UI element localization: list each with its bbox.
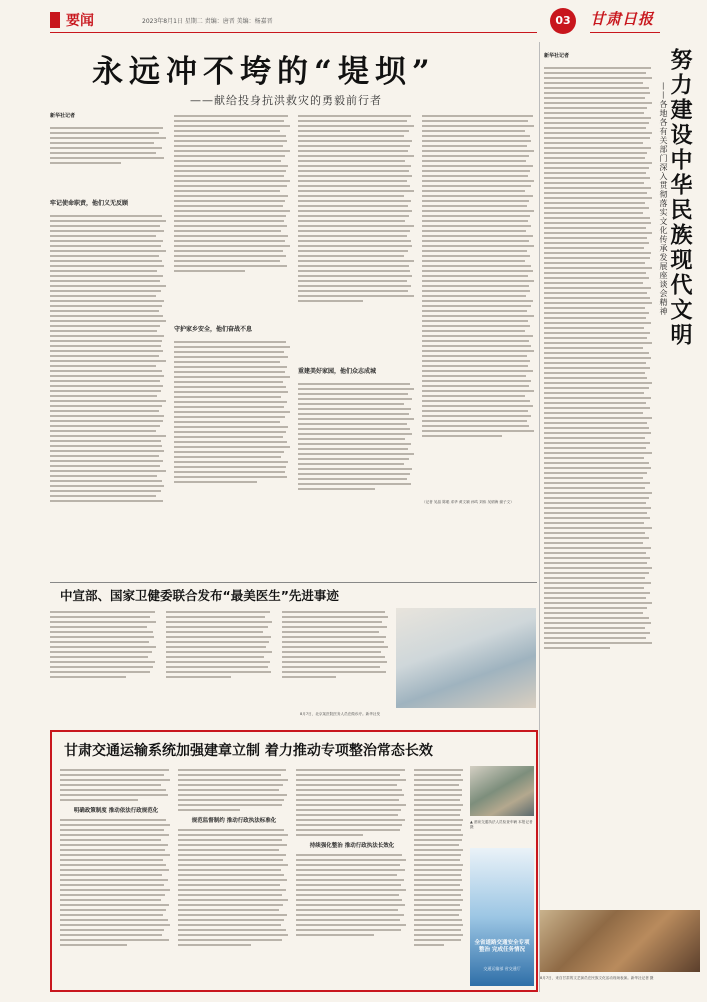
feature-subhead-3: 重建美好家园，他们众志成城 bbox=[298, 368, 377, 375]
page-number: 03 bbox=[555, 14, 571, 27]
feature-column-1 bbox=[50, 112, 168, 528]
feature-body bbox=[50, 112, 536, 528]
masthead-divider bbox=[50, 32, 537, 33]
mid-article-photo bbox=[396, 608, 536, 708]
side-article-subtitle: ——各地各有关部门深入贯彻落实文化传承发展座谈会精神 bbox=[659, 82, 668, 316]
date-line: 2023年8月1日 星期二 责编：唐晋 美编：杨嘉晋 bbox=[142, 18, 273, 25]
paper-name-logo: 甘肃日报 bbox=[590, 10, 655, 28]
feature-subtitle: ——献给投身抗洪救灾的勇毅前行者 bbox=[190, 94, 382, 107]
bottom-article-col-3 bbox=[296, 766, 408, 988]
mid-article-rule bbox=[50, 582, 537, 583]
bottom-article-col-1 bbox=[60, 766, 172, 988]
bottom-subhead-1: 明确政策制度 推动依法行政规范化 bbox=[73, 808, 159, 814]
side-article-photo-caption: 8月7日，来自甘肃的文艺演员在民族文化活动现场表演。新华社记者 摄 bbox=[540, 976, 654, 980]
masthead-red-bar bbox=[50, 12, 60, 28]
mid-article-photo-caption: 8月7日，北京某医院医务人员在做诊疗。新华社发 bbox=[300, 712, 381, 716]
banner-title: 全省道路交通安全专项整治 完成任务情况 bbox=[474, 940, 530, 953]
side-article-title: 努力建设中华民族现代文明 bbox=[667, 48, 692, 348]
feature-subhead-1: 牢记使命职责，他们义无反顾 bbox=[50, 200, 129, 207]
side-article-body bbox=[544, 64, 654, 924]
feature-credit: （记者 吴晶 陈聪 邓华 黄文颖 孙鸣 刘伟 吴炳海 谢子文） bbox=[422, 500, 514, 504]
bottom-article-photo-caption: ▲ 酒泉交通执法人员检查车辆 本报记者 摄 bbox=[470, 820, 533, 829]
bottom-article-banner bbox=[470, 848, 534, 986]
side-article-reporter: 新华社记者 bbox=[544, 53, 570, 59]
side-article bbox=[540, 42, 702, 1000]
feature-column-4 bbox=[422, 112, 536, 528]
feature-column-3 bbox=[298, 112, 416, 528]
bottom-article-col-2 bbox=[178, 766, 290, 988]
logo-underline bbox=[590, 32, 660, 33]
feature-body-text bbox=[50, 212, 168, 512]
bottom-article bbox=[50, 730, 538, 992]
column-divider bbox=[539, 42, 540, 992]
bottom-article-col-4 bbox=[414, 766, 464, 988]
bottom-article-title: 甘肃交通运输系统加强建章立制 着力推动专项整治常态长效 bbox=[64, 743, 433, 759]
page-number-badge bbox=[550, 8, 576, 34]
mid-article-body bbox=[50, 608, 390, 708]
mid-article-title: 中宣部、国家卫健委联合发布“最美医生”先进事迹 bbox=[60, 588, 339, 603]
feature-column-2 bbox=[174, 112, 292, 528]
feature-lead-text bbox=[50, 124, 168, 194]
bottom-subhead-3: 持续强化整治 推动行政执法长效化 bbox=[309, 843, 395, 849]
feature-reporter: 新华社记者 bbox=[50, 113, 76, 119]
bottom-article-photo bbox=[470, 766, 534, 816]
bottom-subhead-2: 规范监督制约 推动行政执法标准化 bbox=[191, 818, 277, 824]
masthead bbox=[0, 0, 707, 42]
feature-subhead-2: 守护家乡安全，他们奋战不息 bbox=[174, 326, 253, 333]
feature-headline: 永远冲不垮的“堤坝” bbox=[92, 54, 436, 90]
section-label: 要闻 bbox=[66, 13, 94, 29]
side-article-photo bbox=[540, 910, 700, 972]
banner-subtitle: 交通运输部 省交通厅 bbox=[483, 966, 521, 971]
